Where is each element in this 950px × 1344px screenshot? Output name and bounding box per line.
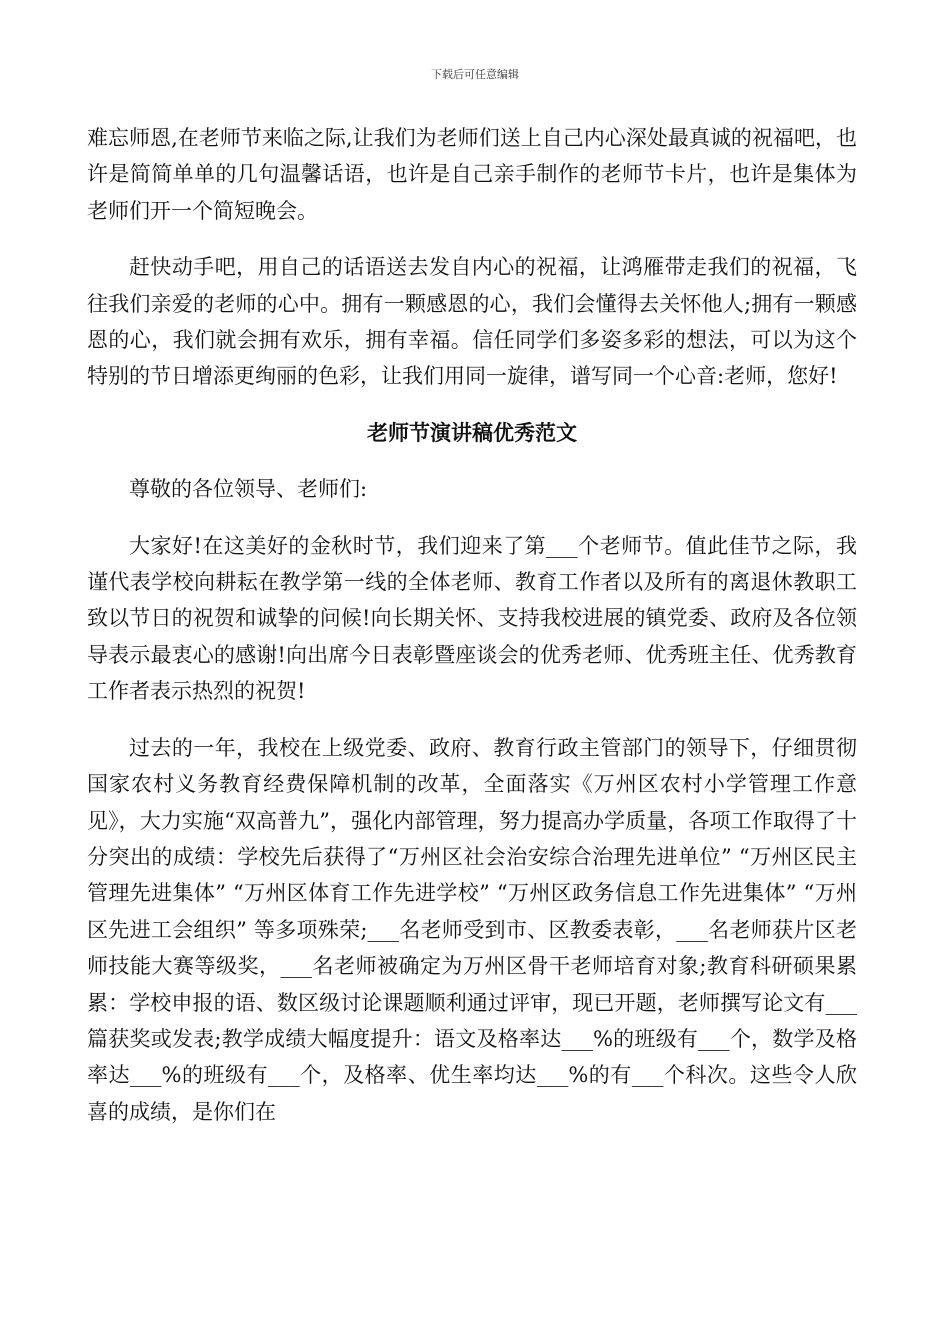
- page-header: 下载后可任意编辑: [431, 68, 519, 81]
- paragraph: 赶快动手吧，用自己的话语送去发自内心的祝福，让鸿雁带走我们的祝福，飞往我们亲爱的老师的心中。拥有一颗感恩的心，我们会懂得去关怀他人;拥有一颗感恩的心，我们就会拥有欢乐，拥有幸福。信任同学们多姿多彩的想法，可以为这个特别的节日增添更绚丽的色彩，让我们用同一旋律，谱写同一个心音:老师，您好!: [87, 255, 857, 389]
- salutation: 尊敬的各位领导、老师们:: [129, 477, 368, 502]
- paragraph: 大家好!在这美好的金秋时节，我们迎来了第___个老师节。值此佳节之际，我谨代表学校向耕耘在教学第一线的全体老师、教育工作者以及所有的离退休教职工致以节日的祝贺和诚挚的问候!向长期关怀、支持我校进展的镇党委、政府及各位领导表示最衷心的感谢!向出席今日表彰暨座谈会的优秀老师、优秀班主任、优秀教育工作者表示热烈的祝贺!: [87, 533, 857, 704]
- paragraph: 难忘师恩,在老师节来临之际,让我们为老师们送上自己内心深处最真诚的祝福吧，也许是简简单单的几句温馨话语，也许是自己亲手制作的老师节卡片，也许是集体为老师们开一个简短晚会。: [87, 126, 857, 223]
- paragraph: 过去的一年，我校在上级党委、政府、教育行政主管部门的领导下，仔细贯彻国家农村义务教育经费保障机制的改革，全面落实《万州区农村小学管理工作意见》，大力实施“双高普九”，强化内部管理，努力提高办学质量，各项工作取得了十分突出的成绩：学校先后获得了“万州区社会治安综合治理先进单位” “万州区民主管理先进集体” “万州区体育工作先进学校” “万州区政务信息工作先进集体” “万州区先进工会组织” 等多项殊荣;___名老师受到市、区教委表彰，___名老师获片区老师技能大赛等级奖，___名老师被确定为万州区骨干老师培育对象;教育科研硕果累累：学校申报的语、数区级讨论课题顺利通过评审，现已开题，老师撰写论文有___篇获奖或发表;教学成绩大幅度提升：语文及格率达___%的班级有___个，数学及格率达___%的班级有___个，及格率、优生率均达___%的有___个科次。这些令人欣喜的成绩，是你们在: [87, 735, 857, 1124]
- document-body: [87, 120, 857, 1130]
- section-title: 老师节演讲稿优秀范文: [367, 419, 577, 445]
